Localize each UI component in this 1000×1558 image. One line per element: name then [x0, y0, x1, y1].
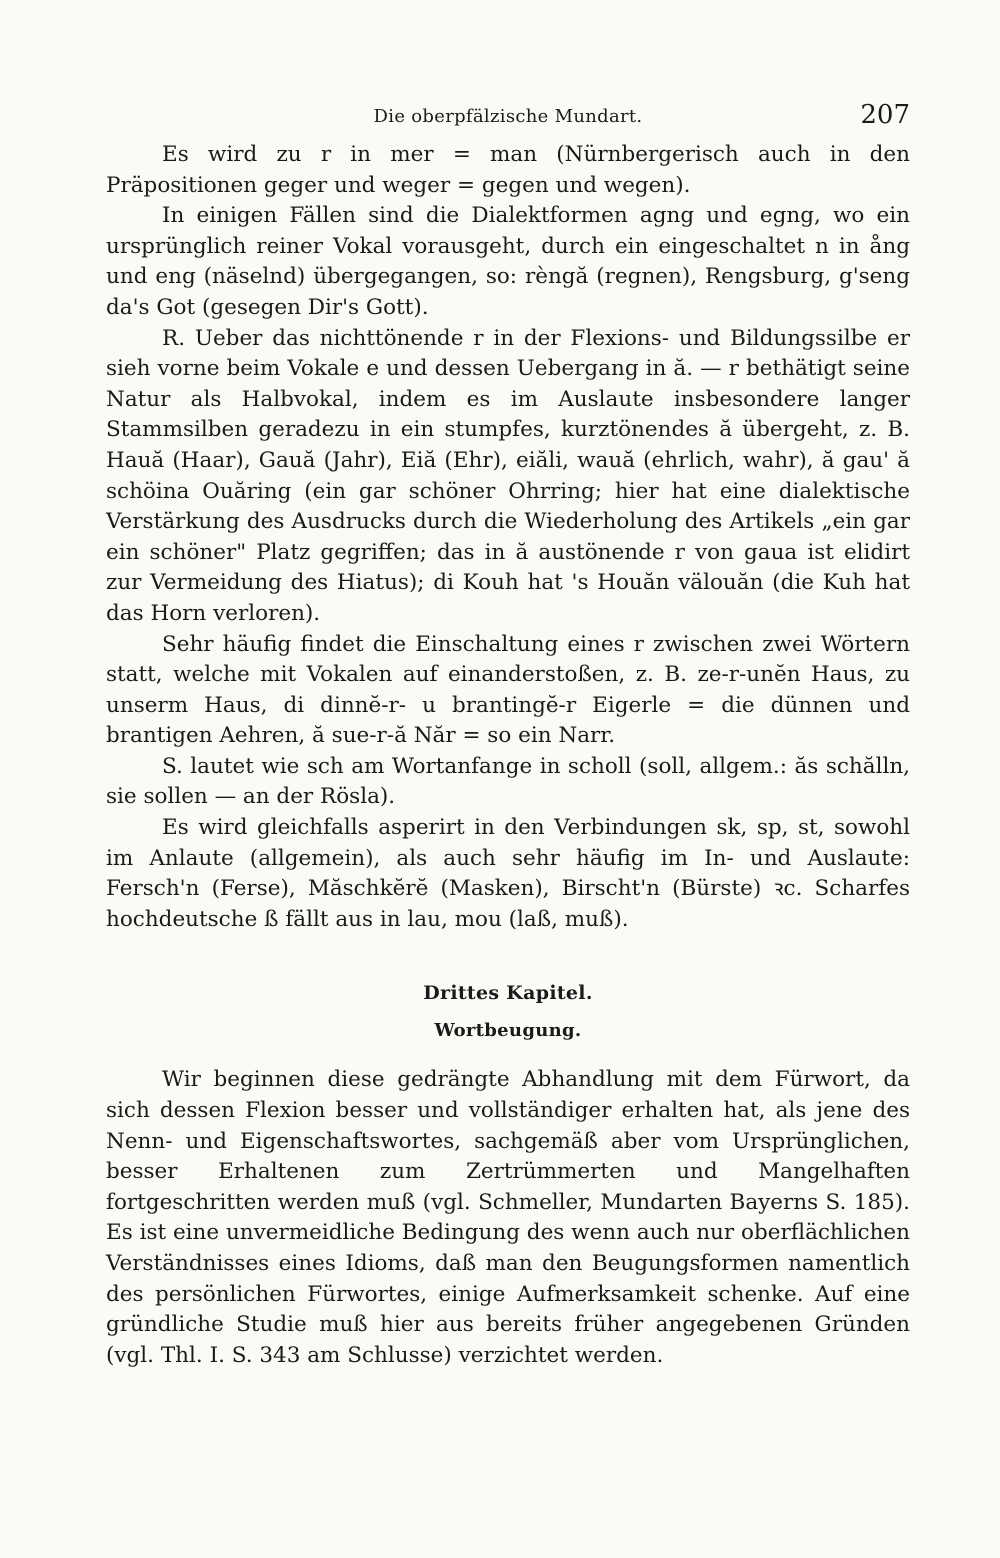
paragraph-r-mer: Es wird zu r in mer = man (Nürnbergerisch auch in den Präpositionen geger und weger = gegen und wegen).	[106, 142, 910, 198]
chapter-title: Drittes Kapitel.	[423, 982, 593, 1005]
paragraph-dialektformen: In einigen Fällen sind die Dialektformen agng und egng, wo ein ursprünglich reiner Vokal vorausgeht, durch ein eingeschaltet n in ång und eng (näselnd) übergegangen, so: rèngă (regnen), Rengsburg, g'seng da's Got (gesegen Dir's Gott).	[106, 203, 910, 320]
running-title: Die oberpfälzische Mundart.	[373, 106, 643, 127]
paragraph-r-einschaltung: Sehr häufig findet die Einschaltung eines r zwischen zwei Wörtern statt, welche mit Vokalen auf einanderstoßen, z. B. ze-r-unĕn Haus, zu unserm Haus, di dinnĕ-r- u brantingĕ-r Eigerle = die dünnen und brantigen Aehren, ă sue-r-ă Năr = so ein Narr.	[106, 631, 910, 749]
paragraph-asperirt: Es wird gleichfalls asperirt in den Verbindungen sk, sp, st, sowohl im Anlaute (allgemein), als auch sehr häufig im In- und Auslaute: Fersch'n (Ferse), Măschkĕrĕ (Masken), Birscht'n (Bürste) ꝛc. Scharfes hochdeutsche ß fällt aus in lau, mou (laß, muß).	[106, 815, 910, 932]
page-number: 207	[860, 100, 910, 130]
chapter-subtitle: Wortbeugung.	[434, 1020, 582, 1042]
paragraph-s-lautet: S. lautet wie sch am Wortanfange in scholl (soll, allgem.: ăs schălln, sie sollen — an der Rösla).	[106, 753, 910, 810]
running-header	[106, 100, 910, 140]
paragraph-wortbeugung: Wir beginnen diese gedrängte Abhandlung mit dem Fürwort, da sich dessen Flexion besser und vollständiger erhalten hat, als jene des Nenn- und Eigenschaftswortes, sachgemäß aber vom Ursprünglichen, besser Erhaltenen zum Zertrümmerten und Mangelhaften fortgeschritten werden muß (vgl. Schmeller, Mundarten Bayerns S. 185). Es ist eine unvermeidliche Bedingung des wenn auch nur oberflächlichen Verständnisses eines Idioms, daß man den Beugungsformen namentlich des persönlichen Fürwortes, einige Aufmerksamkeit schenke. Auf eine gründliche Studie muß hier aus bereits früher angegebenen Gründen (vgl. Thl. I. S. 343 am Schlusse) verzichtet werden.	[106, 1067, 910, 1368]
document-page	[106, 100, 910, 1371]
section-gap	[106, 935, 910, 975]
paragraph-r-nichttoenend: R. Ueber das nichttönende r in der Flexions- und Bildungssilbe er sieh vorne beim Vokale e und dessen Uebergang in ă. — r bethätigt seine Natur als Halbvokal, indem es im Auslaute insbesondere langer Stammsilben geradezu in ein stumpfes, kurztönendes ă übergeht, z. B. Hauă (Haar), Gauă (Jahr), Eiă (Ehr), eiăli, wauă (ehrlich, wahr), ă gau' ă schöina Ouăring (ein gar schöner Ohrring; hier hat eine dialektische Verstärkung des Ausdrucks durch die Wiederholung des Artikels „ein gar ein schöner" Platz gegriffen; das in ă austönende r von gaua ist elidirt zur Vermeidung des Hiatus); di Kouh hat 's Houăn välouăn (die Kuh hat das Horn verloren).	[106, 325, 910, 626]
